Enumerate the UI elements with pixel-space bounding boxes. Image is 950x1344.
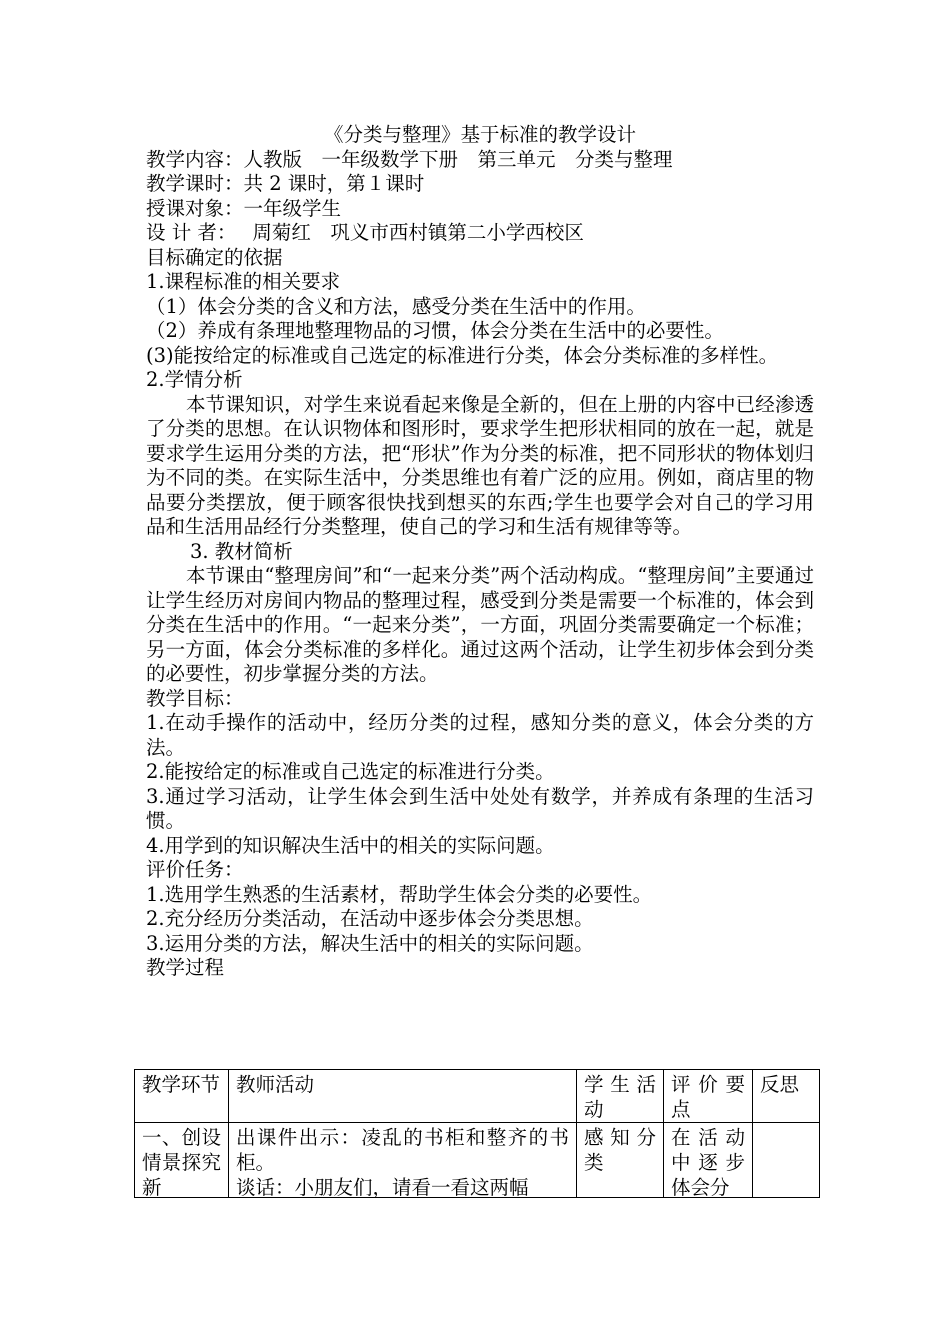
document-page bbox=[146, 123, 814, 981]
teaching-hours: 教学课时：共 2 课时，第１课时 bbox=[146, 172, 425, 195]
header-reflection: 反思 bbox=[753, 1070, 820, 1123]
goal-item: 1.在动手操作的活动中，经历分类的过程，感知分类的意义，体会分类的方法。 bbox=[146, 711, 814, 759]
standard-item: (3)能按给定的标准或自己选定的标准进行分类，体会分类标准的多样性。 bbox=[146, 343, 779, 367]
process-table bbox=[134, 1069, 820, 1198]
task-item: 2.充分经历分类活动，在活动中逐步体会分类思想。 bbox=[146, 907, 594, 930]
table-row bbox=[135, 1123, 820, 1198]
header-teacher-activity: 教师活动 bbox=[229, 1070, 577, 1123]
tasks-heading: 评价任务： bbox=[146, 858, 244, 881]
task-item: 1.选用学生熟悉的生活素材，帮助学生体会分类的必要性。 bbox=[146, 882, 653, 906]
standard-item: （2）养成有条理地整理物品的习惯，体会分类在生活中的必要性。 bbox=[146, 319, 724, 342]
row-reflection bbox=[753, 1123, 820, 1198]
student-analysis-heading: 2.学情分析 bbox=[146, 368, 243, 391]
header-stage: 教学环节 bbox=[135, 1070, 229, 1123]
teaching-content: 教学内容：人教版 一年级数学下册 第三单元 分类与整理 bbox=[146, 147, 673, 171]
material-heading: 3. 教材简析 bbox=[190, 539, 293, 563]
goal-item: 2.能按给定的标准或自己选定的标准进行分类。 bbox=[146, 760, 555, 783]
row-student-activity: 感知分类 bbox=[577, 1123, 664, 1198]
goal-item: 3.通过学习活动，让学生体会到生活中处处有数学，并养成有条理的生活习惯。 bbox=[146, 784, 814, 832]
task-item: 3.运用分类的方法，解决生活中的相关的实际问题。 bbox=[146, 931, 594, 955]
process-heading: 教学过程 bbox=[146, 956, 225, 979]
row-evaluation: 在活动中逐步体会分 bbox=[664, 1123, 753, 1198]
designer-line: 设 计 者： 周菊红 巩义市西村镇第二小学西校区 bbox=[146, 221, 584, 244]
document-title: 《分类与整理》基于标准的教学设计 bbox=[323, 123, 636, 146]
student-analysis-text: 本节课知识，对学生来说看起来像是全新的，但在上册的内容中已经渗透了分类的思想。在认识物体和图形时，要求学生把形状相同的放在一起，就是要求学生运用分类的方法，把“形状”作为分类的标准，把不同形状的物体划归为不同的类。在实际生活中，分类思维也有着广泛的应用。例如，商店里的物品要分类摆放，便于顾客很快找到想买的东西;学生也要学会对自己的学习用品和生活用品经行分类整理，使自己的学习和生活有规律等等。 bbox=[146, 392, 814, 538]
teaching-audience: 授课对象：一年级学生 bbox=[146, 196, 342, 220]
table-header-row bbox=[135, 1070, 820, 1123]
row-stage: 一、创设情景探究新 bbox=[135, 1123, 229, 1198]
standard-item: （1）体会分类的含义和方法，感受分类在生活中的作用。 bbox=[146, 294, 646, 318]
row-teacher-activity: 出课件出示：凌乱的书柜和整齐的书柜。 谈话：小朋友们，请看一看这两幅 bbox=[229, 1123, 577, 1198]
basis-heading: 目标确定的依据 bbox=[146, 245, 283, 269]
standard-heading: 1.课程标准的相关要求 bbox=[146, 270, 341, 293]
material-text: 本节课由“整理房间”和“一起来分类”两个活动构成。“整理房间”主要通过让学生经历对房间内物品的整理过程，感受到分类是需要一个标准的，体会到分类在生活中的作用。“一起来分类”，一方面，巩固分类需要确定一个标准；另一方面，体会分类标准的多样化。通过这两个活动，让学生初步体会到分类的必要性，初步掌握分类的方法。 bbox=[146, 564, 814, 685]
goal-item: 4.用学到的知识解决生活中的相关的实际问题。 bbox=[146, 833, 555, 857]
goals-heading: 教学目标： bbox=[146, 686, 244, 710]
header-evaluation: 评价要点 bbox=[664, 1070, 753, 1123]
header-student-activity: 学生活动 bbox=[577, 1070, 664, 1123]
